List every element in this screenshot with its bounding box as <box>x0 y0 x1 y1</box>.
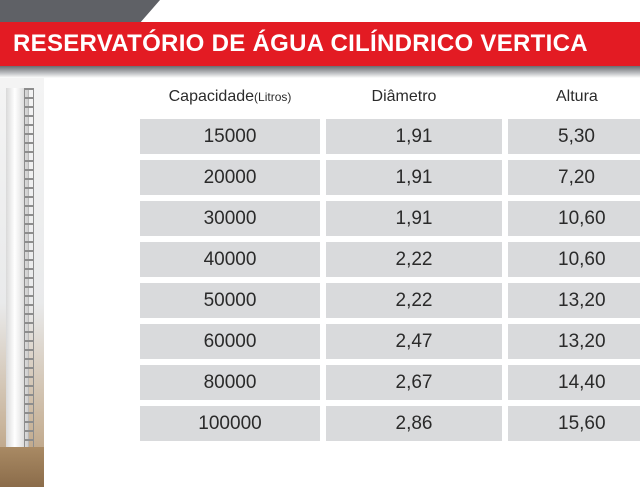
cell-height: 15,60 <box>508 406 640 441</box>
title-banner <box>0 22 640 66</box>
table-row <box>140 160 640 195</box>
cell-diameter: 1,91 <box>326 119 502 154</box>
table-row <box>140 283 640 318</box>
cell-diameter: 2,86 <box>326 406 502 441</box>
banner-title: RESERVATÓRIO DE ÁGUA CILÍNDRICO VERTICA <box>13 30 588 57</box>
table-row <box>140 242 640 277</box>
cell-capacity: 20000 <box>140 160 320 195</box>
ground <box>0 447 44 487</box>
header-capacity-unit: (Litros) <box>254 90 292 104</box>
cell-diameter: 1,91 <box>326 201 502 236</box>
header-capacity <box>140 88 320 106</box>
cell-diameter: 1,91 <box>326 160 502 195</box>
cell-capacity: 30000 <box>140 201 320 236</box>
header-height: Altura <box>556 88 598 105</box>
cell-diameter: 2,67 <box>326 365 502 400</box>
top-decor <box>0 0 640 22</box>
header-diameter: Diâmetro <box>371 88 437 105</box>
cell-capacity: 100000 <box>140 406 320 441</box>
table-row <box>140 119 640 154</box>
cell-diameter: 2,47 <box>326 324 502 359</box>
table-row <box>140 324 640 359</box>
cell-diameter: 2,22 <box>326 242 502 277</box>
table-row <box>140 201 640 236</box>
cell-capacity: 80000 <box>140 365 320 400</box>
table-row <box>140 365 640 400</box>
banner-shadow <box>0 66 640 78</box>
cell-height: 13,20 <box>508 324 640 359</box>
cell-capacity: 60000 <box>140 324 320 359</box>
cell-height: 14,40 <box>508 365 640 400</box>
cell-height: 13,20 <box>508 283 640 318</box>
cell-capacity: 50000 <box>140 283 320 318</box>
table-body <box>140 119 640 447</box>
table-header <box>140 88 640 114</box>
cell-capacity: 40000 <box>140 242 320 277</box>
cell-height: 5,30 <box>508 119 640 154</box>
cell-capacity: 15000 <box>140 119 320 154</box>
header-capacity-label: Capacidade <box>168 88 255 105</box>
water-tower-photo <box>0 78 44 487</box>
table-row <box>140 406 640 441</box>
tower-ladder <box>24 88 34 468</box>
cell-diameter: 2,22 <box>326 283 502 318</box>
cell-height: 10,60 <box>508 242 640 277</box>
cell-height: 10,60 <box>508 201 640 236</box>
gray-wedge <box>0 0 160 22</box>
cell-height: 7,20 <box>508 160 640 195</box>
